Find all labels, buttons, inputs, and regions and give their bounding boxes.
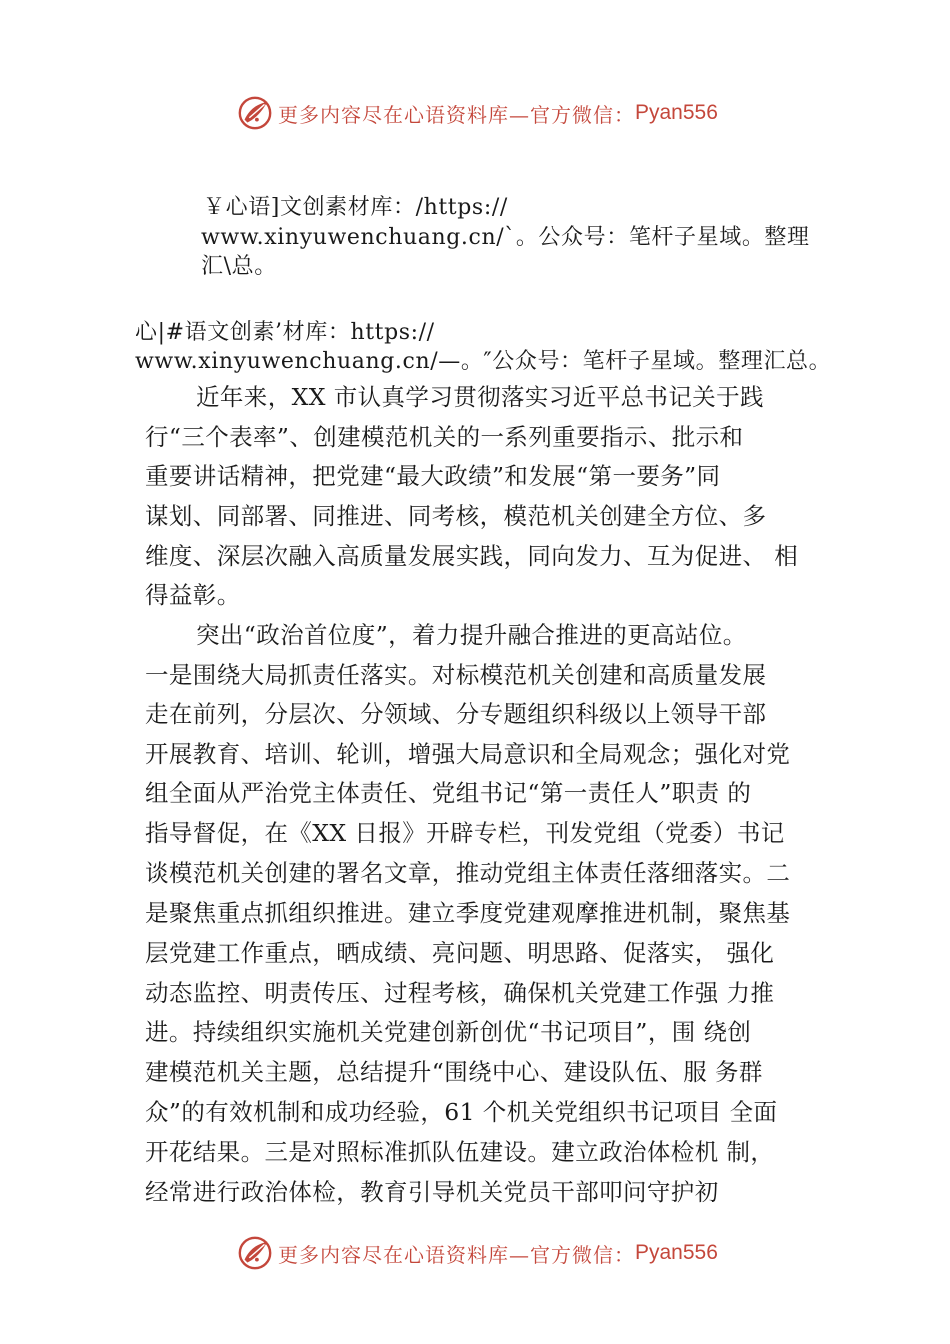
body-line: 动态监控、明责传压、过程考核，确保机关党建工作强 力推 [145,979,775,1007]
banner-wechat-id: Pyan556 [635,1241,718,1264]
banner-wechat-id: Pyan556 [635,101,718,124]
body-line: 重要讲话精神，把党建“最大政绩”和发展“第一要务”同 [145,462,721,490]
body-line: 经常进行政治体检，教育引导机关党员干部叩问守护初 [145,1178,719,1206]
body-line: 近年来，XX 市认真学习贯彻落实习近平总书记关于践 [196,383,764,411]
quill-logo-icon [236,1234,274,1272]
quill-logo-icon [236,94,274,132]
header2-line-2: www.xinyuwenchuang.cn/—。″公众号：笔杆子星域。整理汇总。 [135,349,832,374]
body-line: 谈模范机关创建的署名文章，推动党组主体责任落细落实。二 [145,859,791,887]
body-line: 行“三个表率”、创建模范机关的一系列重要指示、批示和 [145,423,744,451]
body-line: 开展教育、培训、轮训，增强大局意识和全局观念；强化对党 [145,740,791,768]
body-line: 层党建工作重点，晒成绩、亮问题、明思路、促落实， 强化 [145,939,775,967]
top-banner [0,93,950,133]
body-line: 进。持续组织实施机关党建创新创优“书记项目”，围 绕创 [145,1018,752,1046]
body-line: 众”的有效机制和成功经验，61 个机关党组织书记项目 全面 [145,1098,778,1126]
body-line: 谋划、同部署、同推进、同考核，模范机关创建全方位、多 [145,502,767,530]
body-line: 走在前列，分层次、分领域、分专题组织科级以上领导干部 [145,700,767,728]
header-line-1: ￥心语]文创素材库：/https:// [203,195,508,220]
header-line-2: www.xinyuwenchuang.cn/`。公众号：笔杆子星域。整理 [201,225,810,250]
body-line: 建模范机关主题，总结提升“围绕中心、建设队伍、服 务群 [145,1058,763,1086]
body-line: 指导督促，在《XX 日报》开辟专栏，刊发党组（党委）书记 [145,819,785,847]
bottom-banner [0,1233,950,1273]
banner-text: 更多内容尽在心语资料库—官方微信： [278,1242,635,1267]
body-line: 得益彰。 [145,581,241,609]
body-line: 突出“政治首位度”，着力提升融合推进的更高站位。 [196,621,747,649]
body-line: 是聚焦重点抓组织推进。建立季度党建观摩推进机制，聚焦基 [145,899,791,927]
header-line-3: 汇\总。 [201,254,277,279]
body-line: 组全面从严治党主体责任、党组书记“第一责任人”职责 的 [145,779,752,807]
header2-line-1: 心|#语文创素’材库：https:// [135,320,435,345]
banner-text: 更多内容尽在心语资料库—官方微信： [278,102,635,127]
body-line: 开花结果。三是对照标准抓队伍建设。建立政治体检机 制， [145,1138,775,1166]
body-line: 维度、深层次融入高质量发展实践，同向发力、互为促进、 相 [145,542,799,570]
body-line: 一是围绕大局抓责任落实。对标模范机关创建和高质量发展 [145,661,767,689]
